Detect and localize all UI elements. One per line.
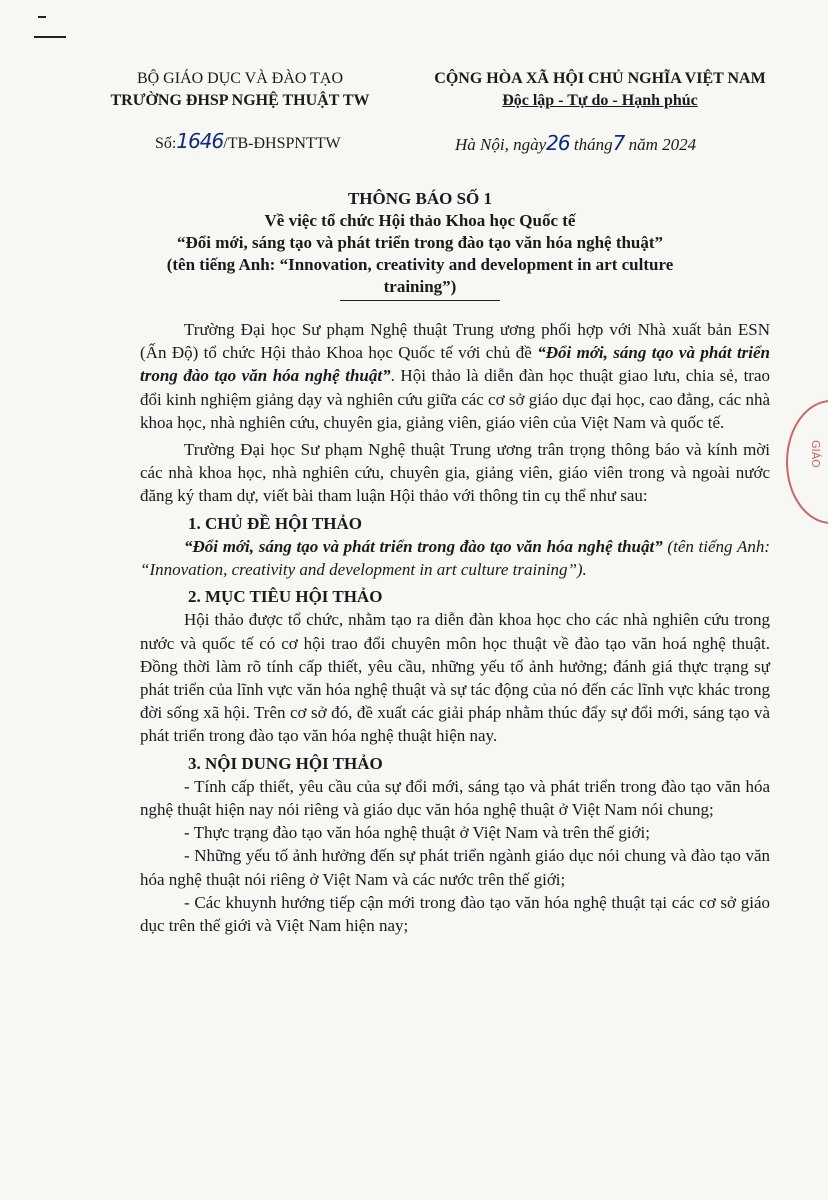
date-place: Hà Nội, ngày <box>455 135 547 154</box>
section-1-heading: 1. CHỦ ĐỀ HỘI THẢO <box>188 513 362 533</box>
title-line-4: (tên tiếng Anh: “Innovation, creativity and development in art culture <box>166 255 674 274</box>
pen-mark <box>38 16 46 18</box>
seal-stamp-text: GIÁO <box>809 440 822 468</box>
title-line-3: “Đổi mới, sáng tạo và phát triển trong đào tạo văn hóa nghệ thuật” <box>176 233 664 252</box>
title-line-1: THÔNG BÁO SỐ 1 <box>347 189 493 208</box>
school-name: TRƯỜNG ĐHSP NGHỆ THUẬT TW <box>110 92 370 109</box>
issuer-header <box>100 68 380 112</box>
notice-title <box>160 188 680 301</box>
list-item: - Tính cấp thiết, yêu cầu của sự đổi mới, sáng tạo và phát triển trong đào tạo văn hóa nghệ thuật hiện nay nói riêng và giáo dục văn hóa nghệ thuật ở Việt Nam nói chung; <box>140 776 770 820</box>
country-name: CỘNG HÒA XÃ HỘI CHỦ NGHĨA VIỆT NAM <box>434 70 766 87</box>
title-underline <box>340 300 500 301</box>
section-2-text: Hội thảo được tổ chức, nhằm tạo ra diễn đàn khoa học cho các nhà nghiên cứu trong nước và quốc tế có cơ hội trao đổi chuyên môn học thuật về đào tạo văn hoá nghệ thuật. Đồng thời làm rõ tính cấp thiết, yêu cầu, những yếu tố ảnh hưởng; đánh giá thực trạng sự phát triển của lĩnh vực văn hóa nghệ thuật và sự tác động của nó đến các lĩnh vực khác trong đời sống xã hội. Trên cơ sở đó, đề xuất các giải pháp nhằm thúc đẩy sự đổi mới, sáng tạo và phát triển trong đào tạo văn hóa nghệ thuật hiện nay. <box>140 610 770 746</box>
national-motto: Độc lập - Tự do - Hạnh phúc <box>502 92 698 109</box>
section-1-topic: “Đổi mới, sáng tạo và phát triển trong đào tạo văn hóa nghệ thuật” (tên tiếng Anh: “Innovation, creativity and development in art culture training”). <box>140 536 770 580</box>
notice-body <box>140 318 770 937</box>
list-item: - Thực trạng đào tạo văn hóa nghệ thuật ở Việt Nam và trên thế giới; <box>184 823 650 843</box>
list-item: - Các khuynh hướng tiếp cận mới trong đào tạo văn hóa nghệ thuật tại các cơ sở giáo dục trên thế giới và Việt Nam hiện nay; <box>140 892 770 936</box>
title-line-2: Về việc tổ chức Hội thảo Khoa học Quốc tế <box>264 211 576 230</box>
docno-handwritten: 1646 <box>176 129 224 153</box>
docno-suffix: /TB-ĐHSPNTTW <box>223 135 341 152</box>
section-3-heading: 3. NỘI DUNG HỘI THẢO <box>188 753 383 773</box>
issue-date <box>455 131 696 155</box>
date-month-handwritten: 7 <box>612 131 625 155</box>
section-2-heading: 2. MỤC TIÊU HỘI THẢO <box>188 587 383 607</box>
docno-prefix: Số: <box>155 135 177 152</box>
document-number <box>155 129 341 153</box>
ministry-name: BỘ GIÁO DỤC VÀ ĐÀO TẠO <box>136 70 344 87</box>
date-day-handwritten: 26 <box>546 131 570 155</box>
date-year: năm 2024 <box>628 135 697 154</box>
list-item: - Những yếu tố ảnh hưởng đến sự phát triển ngành giáo dục nói chung và đào tạo văn hóa nghệ thuật nói riêng ở Việt Nam và các nước trên thế giới; <box>140 846 770 889</box>
national-header <box>410 68 790 112</box>
date-month-label: tháng <box>573 135 613 154</box>
intro-paragraph-2: Trường Đại học Sư phạm Nghệ thuật Trung ương trân trọng thông báo và kính mời các nhà khoa học, nhà nghiên cứu, chuyên gia, giảng viên, giáo viên trong và ngoài nước đăng ký tham dự, viết bài tham luận Hội thảo với thông tin cụ thể như sau: <box>140 440 770 506</box>
intro-paragraph-1: Trường Đại học Sư phạm Nghệ thuật Trung ương phối hợp với Nhà xuất bản ESN (Ấn Độ) tổ chức Hội thảo Khoa học Quốc tế với chủ đề “Đổi mới, sáng tạo và phát triển trong đào tạo văn hóa nghệ thuật”. Hội thảo là diễn đàn học thuật giao lưu, chia sẻ, trao đổi kinh nghiệm giảng dạy và nghiên cứu giữa các cơ sở giáo dục đại học, cao đẳng, các nhà khoa học, nhà nghiên cứu, chuyên gia, giảng viên, giáo viên của Việt Nam và quốc tế. <box>140 320 771 432</box>
title-line-5: training”) <box>383 277 457 296</box>
pen-mark <box>34 36 66 38</box>
